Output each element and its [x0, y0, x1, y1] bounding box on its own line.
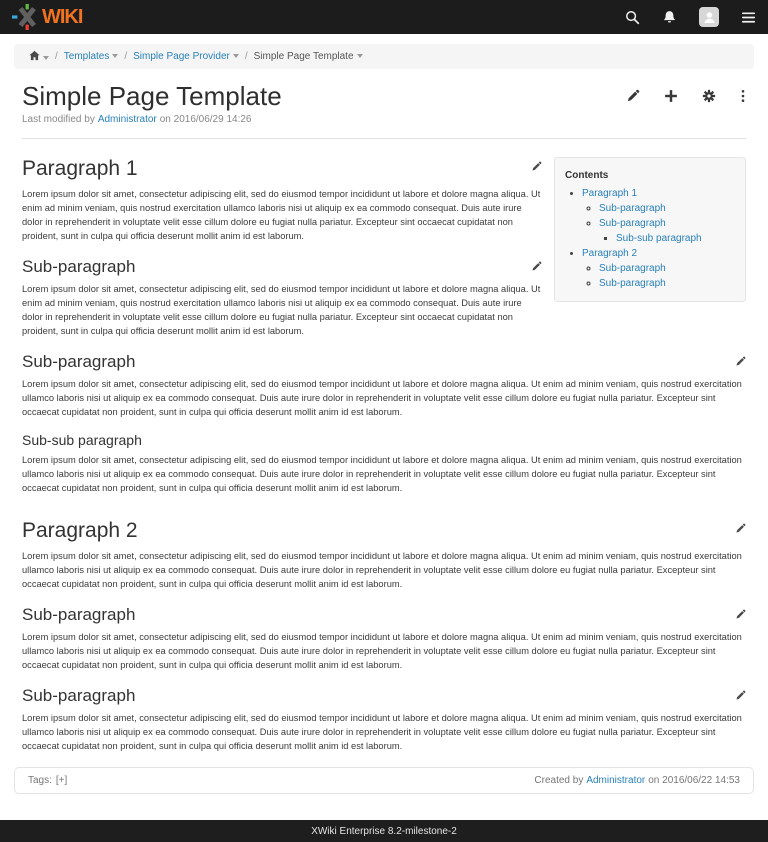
section-edit-pencil-icon[interactable]: [735, 356, 746, 367]
page-title: Simple Page Template: [22, 81, 282, 111]
section-sub-paragraph-3: [22, 605, 746, 672]
created-suffix: on 2016/06/22 14:53: [648, 775, 740, 786]
document-body: [22, 139, 746, 753]
section-paragraph-2: [22, 519, 746, 591]
section-sub-sub-paragraph: [22, 432, 746, 495]
chevron-down-icon[interactable]: [112, 54, 118, 58]
breadcrumb-separator: /: [124, 51, 128, 62]
breadcrumb-link[interactable]: Templates: [63, 51, 110, 62]
breadcrumb-item-current: [254, 51, 363, 62]
section-body: Lorem ipsum dolor sit amet, consectetur adipiscing elit, sed do eiusmod tempor incididunt ut labore et dolore magna aliqua. Ut enim ad minim veniam, quis nostrud exercitation ullamco laboris nisi ut aliquip ex ea commodo consequat. Duis aute irure dolor in reprehenderit in voluptate velit esse cillum dolore eu fugiat nulla pariatur. Excepteur sint occaecat cupidatat non proident, sunt in culpa qui officia deserunt mollit anim id est laborum.: [22, 713, 742, 751]
section-body: Lorem ipsum dolor sit amet, consectetur adipiscing elit, sed do eiusmod tempor incididunt ut labore et dolore magna aliqua. Ut enim ad minim veniam, quis nostrud exercitation ullamco laboris nisi ut aliquip ex ea commodo consequat. Duis aute irure dolor in reprehenderit in voluptate velit esse cillum dolore eu fugiat nulla pariatur. Excepteur sint occaecat cupidatat non proident, sunt in culpa qui officia deserunt mollit anim id est laborum.: [22, 189, 541, 241]
toc-link-sub-paragraph[interactable]: Sub-paragraph: [599, 218, 666, 229]
section-heading: Sub-paragraph: [22, 605, 136, 624]
section-body: Lorem ipsum dolor sit amet, consectetur adipiscing elit, sed do eiusmod tempor incididunt ut labore et dolore magna aliqua. Ut enim ad minim veniam, quis nostrud exercitation ullamco laboris nisi ut aliquip ex ea commodo consequat. Duis aute irure dolor in reprehenderit in voluptate velit esse cillum dolore eu fugiat nulla pariatur. Excepteur sint occaecat cupidatat non proident, sunt in culpa qui officia deserunt mollit anim id est laborum.: [22, 284, 541, 336]
breadcrumb-separator: /: [244, 51, 248, 62]
version-label: XWiki Enterprise 8.2-milestone-2: [311, 825, 457, 837]
breadcrumb: [14, 44, 754, 69]
version-footer-bar: [0, 820, 768, 842]
toc-item: [599, 201, 735, 216]
create-plus-icon[interactable]: [664, 89, 678, 103]
breadcrumb-current-label: Simple Page Template: [253, 51, 354, 62]
section-edit-pencil-icon[interactable]: [531, 161, 542, 172]
modified-prefix: Last modified by: [22, 114, 95, 125]
breadcrumb-item-simple-page-provider[interactable]: [133, 51, 239, 62]
search-icon[interactable]: [625, 10, 640, 25]
add-tag-button[interactable]: [+]: [55, 775, 68, 786]
document-footer: [14, 767, 754, 794]
toc-item: [582, 246, 735, 291]
last-modified-line: [22, 114, 746, 125]
breadcrumb-link[interactable]: Simple Page Provider: [133, 51, 230, 62]
modified-suffix: on 2016/06/29 14:26: [159, 114, 252, 125]
toc-link-sub-paragraph[interactable]: Sub-paragraph: [599, 203, 666, 214]
section-edit-pencil-icon[interactable]: [735, 690, 746, 701]
section-heading: Sub-sub paragraph: [22, 432, 142, 448]
section-edit-pencil-icon[interactable]: [735, 609, 746, 620]
more-actions-kebab-icon[interactable]: [740, 89, 746, 103]
tags-line: [28, 775, 67, 786]
breadcrumb-home[interactable]: [29, 50, 49, 64]
toc-link-paragraph-2[interactable]: Paragraph 2: [582, 248, 638, 259]
section-body: Lorem ipsum dolor sit amet, consectetur adipiscing elit, sed do eiusmod tempor incididunt ut labore et dolore magna aliqua. Ut enim ad minim veniam, quis nostrud exercitation ullamco laboris nisi ut aliquip ex ea commodo consequat. Duis aute irure dolor in reprehenderit in voluptate velit esse cillum dolore eu fugiat nulla pariatur. Excepteur sint occaecat cupidatat non proident, sunt in culpa qui officia deserunt mollit anim id est laborum.: [22, 632, 742, 670]
user-icon: [702, 10, 717, 25]
breadcrumb-item-templates[interactable]: [64, 51, 119, 62]
xwiki-logo-x-mark: [12, 4, 41, 30]
toc-link-paragraph-1[interactable]: Paragraph 1: [582, 188, 638, 199]
section-edit-pencil-icon[interactable]: [531, 261, 542, 272]
toc-item: [599, 261, 735, 276]
toc-item: [599, 276, 735, 291]
hamburger-menu-icon[interactable]: [741, 10, 756, 25]
section-heading: Paragraph 1: [22, 157, 138, 180]
section-heading: Sub-paragraph: [22, 686, 136, 705]
section-body: Lorem ipsum dolor sit amet, consectetur adipiscing elit, sed do eiusmod tempor incididunt ut labore et dolore magna aliqua. Ut enim ad minim veniam, quis nostrud exercitation ullamco laboris nisi ut aliquip ex ea commodo consequat. Duis aute irure dolor in reprehenderit in voluptate velit esse cillum dolore eu fugiat nulla pariatur. Excepteur sint occaecat cupidatat non proident, sunt in culpa qui officia deserunt mollit anim id est laborum.: [22, 551, 742, 589]
settings-gear-icon[interactable]: [702, 89, 716, 103]
section-sub-paragraph-2: [22, 352, 746, 419]
xwiki-logo[interactable]: [12, 4, 82, 30]
section-body: Lorem ipsum dolor sit amet, consectetur adipiscing elit, sed do eiusmod tempor incididunt ut labore et dolore magna aliqua. Ut enim ad minim veniam, quis nostrud exercitation ullamco laboris nisi ut aliquip ex ea commodo consequat. Duis aute irure dolor in reprehenderit in voluptate velit esse cillum dolore eu fugiat nulla pariatur. Excepteur sint occaecat cupidatat non proident, sunt in culpa qui officia deserunt mollit anim id est laborum.: [22, 455, 742, 493]
modified-user-link[interactable]: Administrator: [97, 114, 157, 125]
section-edit-pencil-icon[interactable]: [735, 523, 746, 534]
toc-item: [616, 231, 735, 246]
bell-icon[interactable]: [662, 10, 677, 25]
chevron-down-icon[interactable]: [43, 56, 49, 60]
section-sub-paragraph-4: [22, 686, 746, 753]
chevron-down-icon[interactable]: [233, 54, 239, 58]
chevron-down-icon[interactable]: [357, 54, 363, 58]
created-prefix: Created by: [534, 775, 584, 786]
toc-link-sub-paragraph[interactable]: Sub-paragraph: [599, 278, 666, 289]
topbar-actions: [625, 7, 756, 27]
section-heading: Sub-paragraph: [22, 257, 136, 276]
section-heading: Paragraph 2: [22, 519, 138, 542]
breadcrumb-separator: /: [55, 51, 58, 62]
created-line: [534, 775, 740, 786]
page-actions: [626, 89, 746, 103]
toc-link-sub-paragraph[interactable]: Sub-paragraph: [599, 263, 666, 274]
section-body: Lorem ipsum dolor sit amet, consectetur adipiscing elit, sed do eiusmod tempor incididunt ut labore et dolore magna aliqua. Ut enim ad minim veniam, quis nostrud exercitation ullamco laboris nisi ut aliquip ex ea commodo consequat. Duis aute irure dolor in reprehenderit in voluptate velit esse cillum dolore eu fugiat nulla pariatur. Excepteur sint occaecat cupidatat non proident, sunt in culpa qui officia deserunt mollit anim id est laborum.: [22, 379, 742, 417]
toc-item: [599, 216, 735, 246]
xwiki-logo-text: WIKI: [42, 6, 83, 28]
section-heading: Sub-paragraph: [22, 352, 136, 371]
created-user-link[interactable]: Administrator: [586, 775, 646, 786]
table-of-contents: [554, 157, 746, 302]
toc-link-sub-sub-paragraph[interactable]: Sub-sub paragraph: [616, 233, 702, 244]
page-content: [0, 81, 768, 753]
top-navigation-bar: [0, 0, 768, 34]
tags-label: Tags:: [28, 775, 52, 786]
avatar[interactable]: [699, 7, 719, 27]
toc-title: Contents: [565, 170, 609, 181]
edit-pencil-icon[interactable]: [626, 89, 640, 103]
home-icon: [29, 50, 40, 61]
toc-item: [582, 186, 735, 246]
